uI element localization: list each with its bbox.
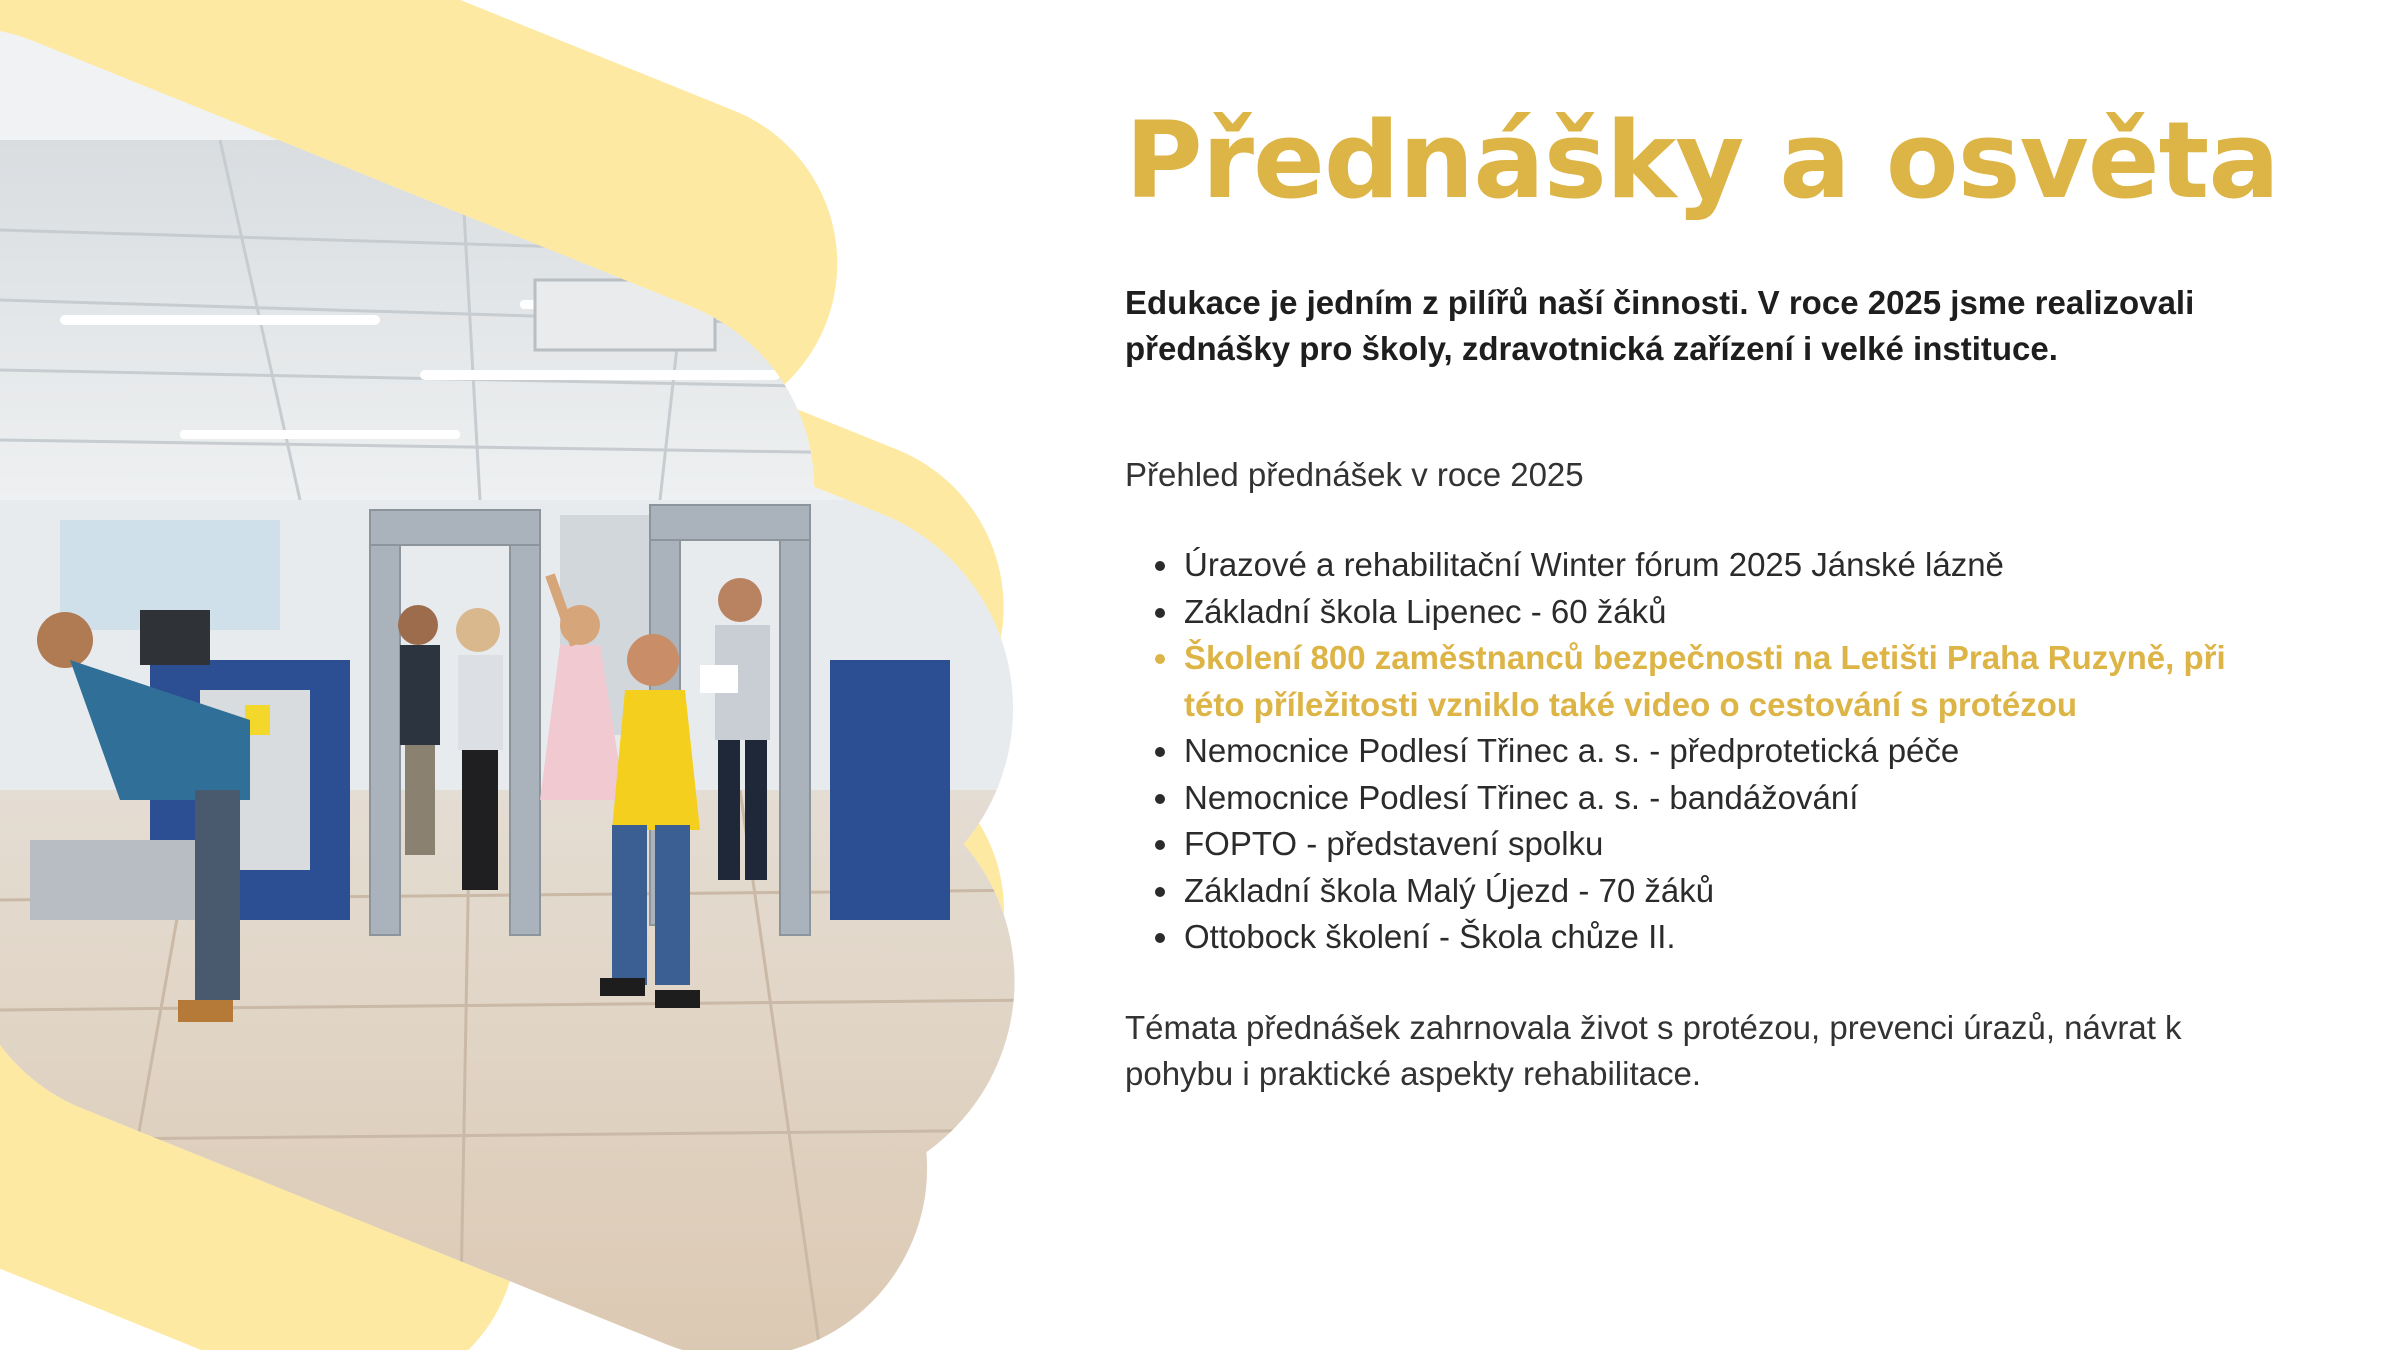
list-item: • Ottobock školení - Škola chůze II.	[1182, 914, 2265, 961]
list-item-highlighted: • Školení 800 zaměstnanců bezpečnosti na Letišti Praha Ruzyně, při této příležitosti vzniklo také video o cestování s protézou	[1182, 635, 2265, 728]
list-item: • FOPTO - představení spolku	[1182, 821, 2265, 868]
list-item: • Základní škola Lipenec - 60 žáků	[1182, 589, 2265, 636]
lead-paragraph: Edukace je jedním z pilířů naší činnosti. V roce 2025 jsme realizovali přednášky pro školy, zdravotnická zařízení i velké instituce.	[1125, 284, 2195, 368]
page-title: Přednášky a osvěta	[1125, 99, 2279, 222]
list-item: • Nemocnice Podlesí Třinec a. s. - bandážování	[1182, 775, 2265, 822]
closing-paragraph: Témata přednášek zahrnovala život s protézou, prevenci úrazů, návrat k pohybu i praktické aspekty rehabilitace.	[1125, 1008, 2182, 1093]
list-item: • Úrazové a rehabilitační Winter fórum 2025 Jánské lázně	[1182, 542, 2265, 589]
list-item: • Nemocnice Podlesí Třinec a. s. - předprotetická péče	[1182, 728, 2265, 775]
text-content	[1125, 99, 2279, 1098]
overview-heading: Přehled přednášek v roce 2025	[1125, 456, 1584, 494]
lecture-list	[1125, 542, 2265, 961]
decorative-photo-collage	[0, 0, 1040, 1350]
list-item: • Základní škola Malý Újezd - 70 žáků	[1182, 868, 2265, 915]
